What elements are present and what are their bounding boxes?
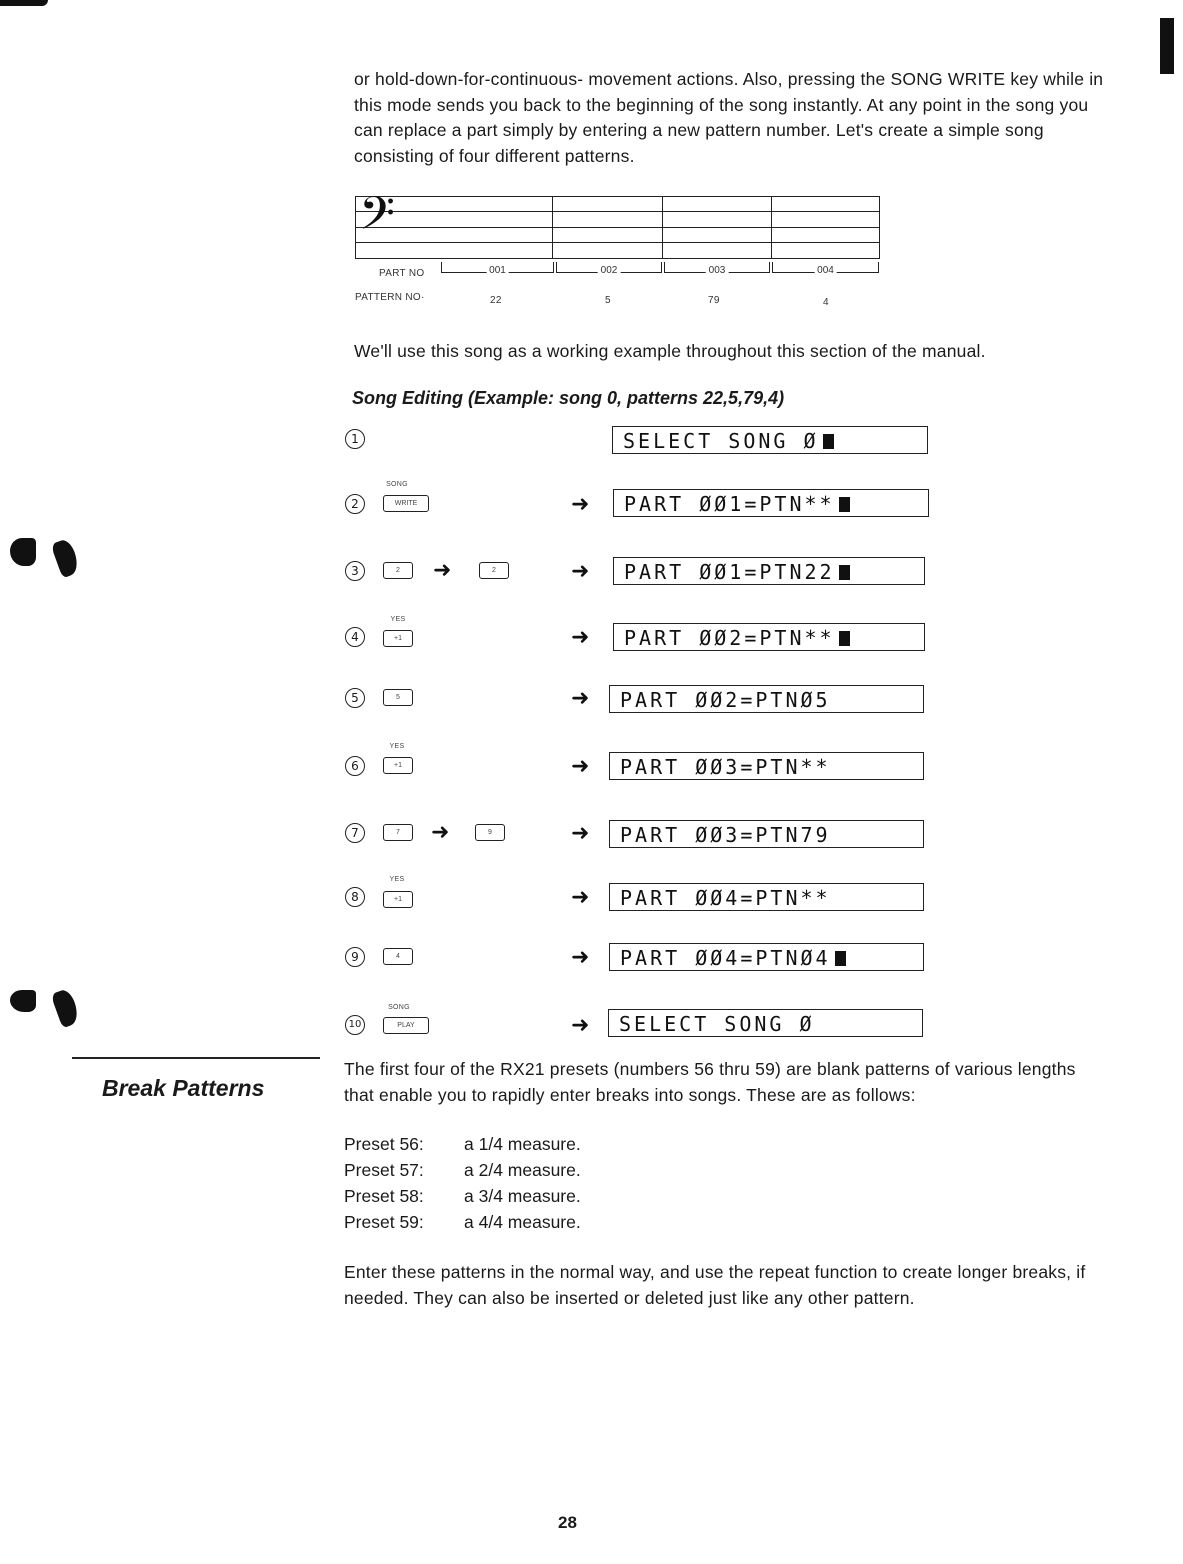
step-number: 1 (345, 429, 365, 449)
key-top-label: SONG (386, 481, 408, 488)
lcd-display (609, 685, 924, 713)
step-number: 8 (345, 887, 365, 907)
lcd-text: PART ØØ1=PTN22 (624, 560, 835, 584)
part-number: 001 (486, 265, 509, 276)
cursor-block-icon (839, 497, 850, 512)
cursor-block-icon (823, 434, 834, 449)
scan-mark-top-left (0, 0, 48, 6)
step-number: 2 (345, 494, 365, 514)
example-heading: Song Editing (Example: song 0, patterns 22,5,79,4) (352, 388, 785, 408)
margin-mark-4 (50, 988, 81, 1029)
step-number: 4 (345, 627, 365, 647)
section-rule (72, 1057, 320, 1059)
part-bracket (772, 262, 879, 276)
lcd-display (609, 883, 924, 911)
list-item (344, 1157, 581, 1183)
preset-value: a 2/4 measure. (464, 1160, 581, 1180)
intro-text: or hold-down-for-continuous- movement actions. Also, pressing the SONG WRITE key while in this mode sends you back to the beginning of the song instantly. At any point in the song you can replace a part simply by entering a new pattern number. Let's create a simple song consisting of four different patterns. (354, 69, 1104, 166)
lcd-display (613, 557, 925, 585)
lcd-text: PART ØØ1=PTN** (624, 492, 835, 516)
pattern-number: 5 (605, 295, 611, 306)
margin-mark-2 (50, 538, 81, 579)
preset-list (344, 1131, 581, 1235)
arrow-right-icon: ➜ (571, 558, 590, 583)
song-write-key[interactable]: WRITE (383, 495, 429, 512)
preset-label: Preset 57: (344, 1160, 424, 1180)
step-number: 3 (345, 561, 365, 581)
lcd-text: PART ØØ4=PTN** (620, 886, 831, 910)
arrow-right-icon: ➜ (431, 819, 450, 844)
lcd-display (613, 489, 929, 517)
step-row (345, 813, 945, 853)
number-key-2[interactable]: 2 (479, 562, 509, 579)
cursor-block-icon (839, 631, 850, 646)
preset-label: Preset 56: (344, 1134, 424, 1154)
arrow-right-icon: ➜ (571, 753, 590, 778)
step-row (345, 481, 945, 524)
yes-plus-one-key[interactable]: +1 (383, 891, 413, 908)
lcd-text: PART ØØ3=PTN79 (620, 823, 831, 847)
arrow-right-icon: ➜ (571, 1012, 590, 1037)
pattern-number: 22 (490, 295, 502, 306)
bass-clef-icon: 𝄢 (359, 187, 396, 252)
pattern-number: 79 (708, 295, 720, 306)
step-row (345, 678, 945, 718)
pattern-number: 4 (823, 297, 829, 308)
arrow-right-icon: ➜ (571, 884, 590, 909)
arrow-right-icon: ➜ (571, 944, 590, 969)
thumb-tab-marker (1160, 18, 1174, 74)
key-top-label: SONG (388, 1004, 410, 1011)
part-bracket (664, 262, 770, 276)
arrow-right-icon: ➜ (571, 820, 590, 845)
preset-label: Preset 58: (344, 1186, 424, 1206)
pattern-no-label: PATTERN NO· (355, 292, 425, 303)
number-key-4[interactable]: 4 (383, 948, 413, 965)
step-row (345, 937, 945, 977)
step-row (345, 419, 945, 459)
lcd-text: PART ØØ2=PTNØ5 (620, 688, 831, 712)
section-title: Break Patterns (102, 1075, 265, 1101)
example-note (354, 339, 1104, 365)
part-number: 003 (706, 265, 729, 276)
closing-paragraph (344, 1260, 1096, 1311)
lcd-display (613, 623, 925, 651)
list-item (344, 1131, 581, 1157)
key-top-label: YES (390, 616, 406, 623)
step-number: 6 (345, 756, 365, 776)
number-key-9[interactable]: 9 (475, 824, 505, 841)
arrow-right-icon: ➜ (433, 557, 452, 582)
preset-label: Preset 59: (344, 1212, 424, 1232)
list-item (344, 1183, 581, 1209)
song-play-key[interactable]: PLAY (383, 1017, 429, 1034)
lcd-display (609, 820, 924, 848)
step-row (345, 1005, 945, 1045)
number-key-7[interactable]: 7 (383, 824, 413, 841)
key-top-label: YES (389, 876, 405, 883)
lcd-text: SELECT SONG Ø (619, 1012, 815, 1036)
step-number: 5 (345, 688, 365, 708)
arrow-right-icon: ➜ (571, 491, 590, 516)
step-row (345, 617, 945, 657)
lcd-text: PART ØØ3=PTN** (620, 755, 831, 779)
number-key-2[interactable]: 2 (383, 562, 413, 579)
staff-figure (355, 187, 880, 259)
closing-text: Enter these patterns in the normal way, and use the repeat function to create longer breaks, if needed. They can also be inserted or deleted just like any other pattern. (344, 1262, 1086, 1308)
preset-value: a 4/4 measure. (464, 1212, 581, 1232)
arrow-right-icon: ➜ (571, 685, 590, 710)
lcd-display (609, 943, 924, 971)
step-row (345, 743, 945, 786)
margin-mark-3 (10, 990, 36, 1012)
part-no-label: PART NO (379, 268, 425, 279)
step-number: 10 (345, 1015, 365, 1035)
arrow-right-icon: ➜ (571, 624, 590, 649)
yes-plus-one-key[interactable]: +1 (383, 630, 413, 647)
lcd-display (612, 426, 928, 454)
intro-paragraph (354, 67, 1104, 169)
list-item (344, 1209, 581, 1235)
cursor-block-icon (839, 565, 850, 580)
margin-mark-1 (10, 538, 36, 566)
part-number: 004 (814, 265, 837, 276)
step-row (345, 551, 945, 591)
lcd-text: PART ØØ2=PTN** (624, 626, 835, 650)
cursor-block-icon (835, 951, 846, 966)
yes-plus-one-key[interactable]: +1 (383, 757, 413, 774)
lcd-display (609, 752, 924, 780)
break-text: The first four of the RX21 presets (numbers 56 thru 59) are blank patterns of various lengths that enable you to rapidly enter breaks into songs. These are as follows: (344, 1059, 1076, 1105)
lcd-display (608, 1009, 923, 1037)
preset-value: a 1/4 measure. (464, 1134, 581, 1154)
page-number: 28 (558, 1513, 577, 1532)
example-note-text: We'll use this song as a working example throughout this section of the manual. (354, 341, 986, 361)
step-row (345, 877, 945, 917)
step-number: 7 (345, 823, 365, 843)
number-key-5[interactable]: 5 (383, 689, 413, 706)
step-number: 9 (345, 947, 365, 967)
part-bracket (556, 262, 662, 276)
break-paragraph (344, 1057, 1096, 1108)
preset-value: a 3/4 measure. (464, 1186, 581, 1206)
part-bracket (441, 262, 554, 276)
lcd-text: SELECT SONG Ø (623, 429, 819, 453)
key-top-label: YES (389, 743, 405, 750)
part-number: 002 (598, 265, 621, 276)
lcd-text: PART ØØ4=PTNØ4 (620, 946, 831, 970)
